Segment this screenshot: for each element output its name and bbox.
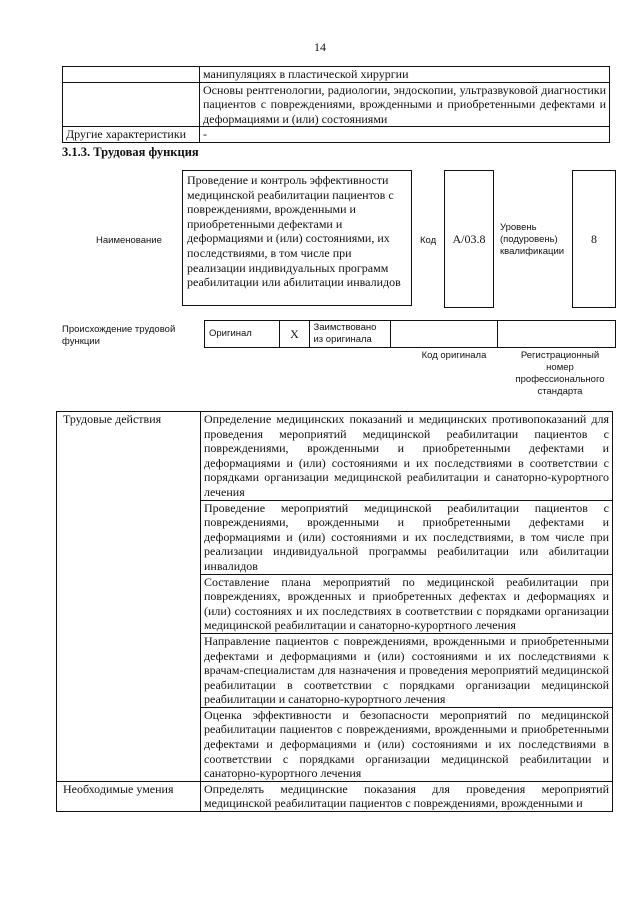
- row-label: [63, 82, 200, 127]
- skill-item: Определять медицинские показания для проведения мероприятий медицинской реабилитации пациентов с повреждениями, врожденными и: [201, 781, 613, 811]
- borrowed-label: Заимствовано из оригинала: [309, 321, 390, 348]
- row-text: Основы рентгенологии, радиологии, эндоскопии, ультразвуковой диагностики пациентов с повреждениями, врожденными и приобретенными дефектами и деформациями и (или) состояниями: [200, 82, 610, 127]
- code-value: A/03.8: [444, 170, 494, 308]
- section-title: 3.1.3. Трудовая функция: [62, 145, 199, 159]
- function-name: Проведение и контроль эффективности медицинской реабилитации пациентов с повреждениями, врожденными и приобретенными дефектами и деформациями и (или) состояниями, их последствиями, в том числе при реализации индивидуальных программ реабилитации или абилитации инвалидов: [182, 170, 412, 306]
- reg-number-cell: [498, 321, 616, 348]
- action-item: Определение медицинских показаний и медицинских противопоказаний для проведения мероприятий медицинской реабилитации пациентов с повреждениями, врожденными и приобретенными дефектами и деформациями и (или) состояниями и их последствиями в соответствии с порядками организации медицинской реабилитации и санаторно-курортного лечения: [201, 412, 613, 501]
- action-item: Направление пациентов с повреждениями, врожденными и приобретенными дефектами и деформациями и (или) состояниями и их последствиями к врачам-специалистам для назначения и проведения мероприятий медицинской реабилитации в соответствии с порядками организации медицинской реабилитации и санаторно-курортного лечения: [201, 633, 613, 707]
- row-text: манипуляциях в пластической хирургии: [200, 67, 610, 83]
- original-mark: X: [280, 321, 309, 348]
- code-caption: Код оригинала: [421, 350, 487, 361]
- level-value: 8: [572, 170, 616, 308]
- level-label: Уровень (подуровень) квалификации: [500, 222, 565, 257]
- action-item: Проведение мероприятий медицинской реабилитации пациентов с повреждениями, врожденными и приобретенными дефектами и деформациями и (или) состояниями и их последствиями, в том числе при реализации индивидуальной программы реабилитации или абилитации инвалидов: [201, 500, 613, 574]
- row-text: -: [200, 127, 610, 143]
- table-row: [63, 67, 610, 83]
- page-number: 14: [314, 40, 326, 54]
- action-item: Составление плана мероприятий по медицинской реабилитации при повреждениях, врожденных и приобретенных дефектах и деформациях и (или) состояниях и их последствиях в соответствии с порядками организации медицинской реабилитации и санаторно-курортного лечения: [201, 574, 613, 633]
- code-label: Код: [420, 235, 437, 246]
- actions-label: Трудовые действия: [57, 412, 201, 782]
- reg-caption: Регистрационный номер профессионального стандарта: [515, 350, 605, 397]
- continued-table: [62, 66, 610, 143]
- table-row: [57, 412, 613, 501]
- original-code-cell: [390, 321, 498, 348]
- table-row: [63, 127, 610, 143]
- table-row: [63, 82, 610, 127]
- table-row: [57, 781, 613, 811]
- original-label: Оригинал: [205, 321, 280, 348]
- skills-label: Необходимые умения: [57, 781, 201, 811]
- action-item: Оценка эффективности и безопасности мероприятий по медицинской реабилитации пациентов с повреждениями, врожденными и приобретенными дефектами и деформациями и (или) состояниями и их последствиями в соответствии с порядками организации медицинской реабилитации и санаторно-курортного лечения: [201, 707, 613, 781]
- name-label: Наименование: [96, 235, 162, 246]
- origin-table: [204, 320, 616, 348]
- labor-actions-table: [56, 411, 613, 812]
- row-label: [63, 67, 200, 83]
- origin-label: Происхождение трудовой функции: [62, 324, 176, 347]
- row-label: Другие характеристики: [63, 127, 200, 143]
